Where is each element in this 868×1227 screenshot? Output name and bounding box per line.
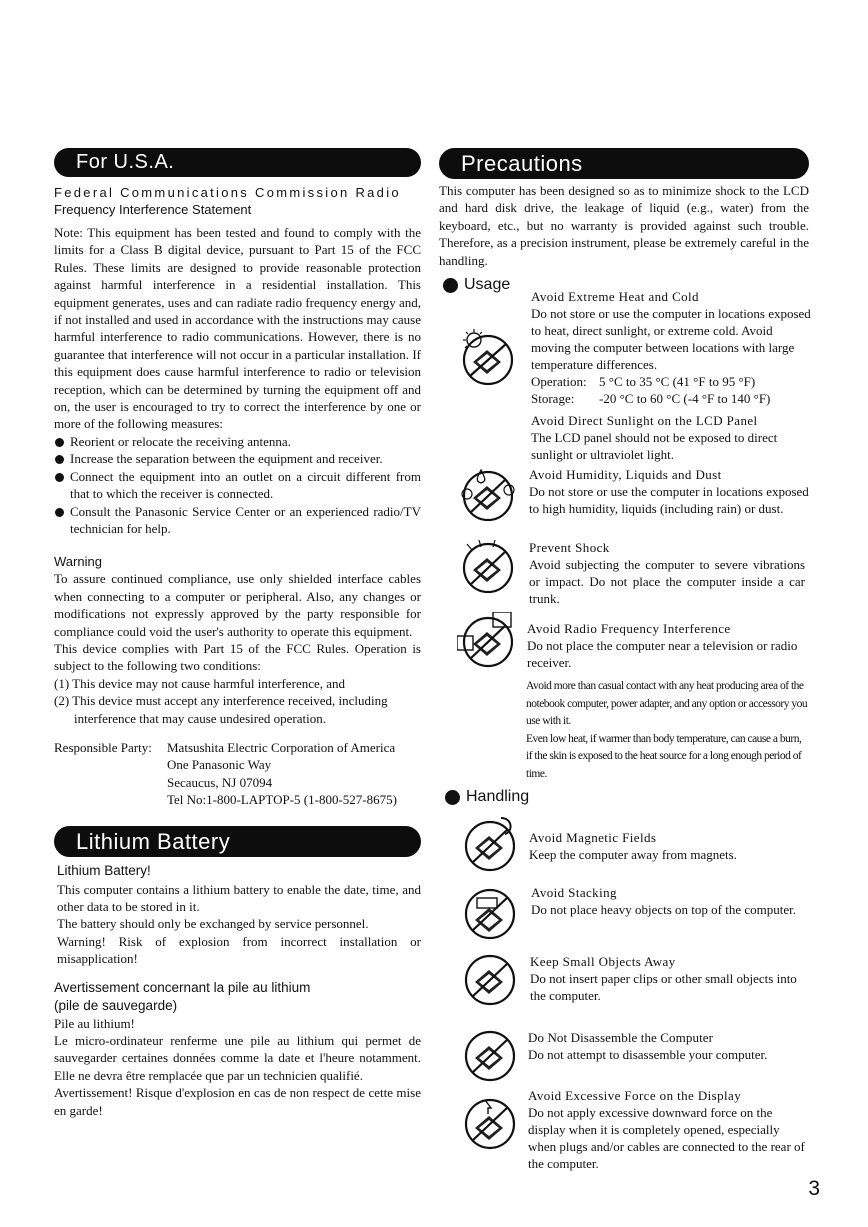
measure-item: Increase the separation between the equipment and receiver. xyxy=(54,450,421,467)
precautions-section-title: Precautions xyxy=(439,148,809,179)
humidity-icon xyxy=(459,466,517,524)
left-column xyxy=(54,148,421,1119)
warning-text: To assure continued compliance, use only shielded interface cables when connecting to a computer or peripheral. Also, any changes or modifications not expressly approved by the party responsible for compliance could void the user's authority to operate this equipment. xyxy=(54,571,421,639)
small-objects-item xyxy=(530,953,810,1004)
storage-range: Storage: -20 °C to 60 °C (-4 °F to 140 °F) xyxy=(531,391,771,406)
force-heading: Avoid Excessive Force on the Display xyxy=(528,1088,742,1103)
sunlight-text: The LCD panel should not be exposed to direct sunlight or ultraviolet light. xyxy=(531,430,778,462)
heat-heading: Avoid Extreme Heat and Cold xyxy=(531,289,699,304)
stacking-heading: Avoid Stacking xyxy=(531,885,617,900)
magnetic-heading: Avoid Magnetic Fields xyxy=(529,830,657,845)
display-force-icon xyxy=(461,1094,519,1152)
radio-heading: Avoid Radio Frequency Interference xyxy=(527,621,731,636)
usage-label: Usage xyxy=(464,276,511,293)
condition-item: (1) This device may not cause harmful interference, and xyxy=(54,675,346,691)
right-column xyxy=(439,148,809,1198)
fcc-heading-line-2: Frequency Interference Statement xyxy=(54,202,252,217)
handling-label: Handling xyxy=(466,788,530,805)
fcc-heading-line-1: Federal Communications Commission Radio xyxy=(54,185,401,200)
disassemble-icon xyxy=(461,1026,519,1084)
bullet-icon xyxy=(445,790,460,805)
heat-cold-icon xyxy=(457,328,515,386)
lithium-text-3: Warning! Risk of explosion from incorrect installation or misapplication! xyxy=(57,933,421,967)
magnetic-item xyxy=(529,829,809,863)
humidity-heading: Avoid Humidity, Liquids and Dust xyxy=(529,467,722,482)
shock-text: Avoid subjecting the computer to severe vibrations or impact. Do not place the computer inside a car trunk. xyxy=(529,557,805,606)
sunlight-item xyxy=(531,412,811,463)
heat-contact-text-2: Even low heat, if warmer than body temperature, can cause a burn, if the skin is exposed to the heat source for a long enough period of time. xyxy=(526,732,802,780)
bullet-icon xyxy=(443,278,458,293)
small-objects-text: Do not insert paper clips or other small objects into the computer. xyxy=(530,971,797,1003)
shock-icon xyxy=(459,538,517,596)
operation-range: Operation: 5 °C to 35 °C (41 °F to 95 °F) xyxy=(531,374,756,389)
lithium-section-title: Lithium Battery xyxy=(54,826,421,857)
usage-heading xyxy=(443,276,510,294)
handling-heading xyxy=(445,788,529,806)
radio-interference-icon xyxy=(457,612,515,670)
sunlight-heading: Avoid Direct Sunlight on the LCD Panel xyxy=(531,413,758,428)
responsible-party xyxy=(54,739,421,809)
measure-item: Connect the equipment into an outlet on a circuit different from that to which the receiver is connected. xyxy=(54,468,421,503)
stacking-text: Do not place heavy objects on top of the computer. xyxy=(531,902,796,917)
stacking-icon xyxy=(461,884,519,942)
measure-item: Consult the Panasonic Service Center or an experienced radio/TV technician for help. xyxy=(54,503,421,538)
condition-item: (2) This device must accept any interference received, including interference that may cause undesired operation. xyxy=(54,693,388,726)
disassemble-item xyxy=(528,1029,810,1063)
heat-cold-item xyxy=(531,288,811,407)
lithium-text-1: This computer contains a lithium battery to enable the date, time, and other data to be stored in it. xyxy=(57,881,421,914)
small-objects-heading: Keep Small Objects Away xyxy=(530,954,676,969)
shock-item xyxy=(529,539,805,607)
precautions-intro: This computer has been designed so as to minimize shock to the LCD and hard disk drive, the leakage of liquid (e.g., water) from the keyboard, etc., but no warranty is provided against such trouble. Therefore, as a precision instrument, please be extremely careful in the handling. xyxy=(439,183,809,268)
french-text-1: Le micro-ordinateur renferme une pile au lithium qui permet de sauvegarder certaines données comme la date et l'heure notamment. Elle ne devra être remplacée que par un technicien qualifié. xyxy=(54,1033,421,1083)
party-line: One Panasonic Way xyxy=(167,757,272,773)
small-objects-icon xyxy=(461,950,519,1008)
conditions-list xyxy=(54,675,421,727)
french-text-2: Avertissement! Risque d'explosion en cas de non respect de cette mise en garde! xyxy=(54,1085,421,1118)
disassemble-heading: Do Not Disassemble the Computer xyxy=(528,1030,714,1045)
force-text: Do not apply excessive downward force on the display when it is completely opened, especially when plugs and/or cables are connected to the rear of the computer. xyxy=(528,1105,805,1171)
french-heading-line-1: Avertissement concernant la pile au lithium xyxy=(54,979,311,995)
radio-text: Do not place the computer near a television or radio receiver. xyxy=(527,638,798,670)
shock-heading: Prevent Shock xyxy=(529,540,610,555)
fcc-note: Note: This equipment has been tested and found to comply with the limits for a Class B digital device, pursuant to Part 15 of the FCC Rules. These limits are designed to provide reasonable protection against harmful interference in a residential installation. This equipment generates, uses and can radiate radio frequency energy and, if not installed and used in accordance with the instructions may cause harmful interference to radio communications. However, there is no guarantee that interference will not occur in a particular installation. If this equipment does cause harmful interference to radio or television reception, which can be determined by turning the equipment off and on, the user is encouraged to try to correct the interference by one or more of the following measures: xyxy=(54,225,421,432)
radio-item xyxy=(527,620,809,671)
lithium-subheading: Lithium Battery! xyxy=(57,862,151,878)
disassemble-text: Do not attempt to disassemble your computer. xyxy=(528,1047,768,1062)
party-line: Matsushita Electric Corporation of America xyxy=(167,739,396,755)
heat-contact-note xyxy=(526,678,809,783)
measure-item: Reorient or relocate the receiving antenna. xyxy=(54,433,421,450)
usa-section-title: For U.S.A. xyxy=(54,148,421,177)
party-line: Tel No:1-800-LAPTOP-5 (1-800-527-8675) xyxy=(167,792,397,808)
humidity-text: Do not store or use the computer in locations exposed to high humidity, liquids (including rain) or dust. xyxy=(529,484,809,516)
heat-text: Do not store or use the computer in locations exposed to heat, direct sunlight, or extreme cold. Avoid moving the computer between locations with large temperature differences. xyxy=(531,306,811,372)
part15-text: This device complies with Part 15 of the FCC Rules. Operation is subject to the following two conditions: xyxy=(54,640,421,674)
french-line-1: Pile au lithium! xyxy=(54,1015,135,1031)
party-label: Responsible Party: xyxy=(54,739,152,755)
page-number: 3 xyxy=(808,1177,820,1200)
measures-list xyxy=(54,433,421,537)
force-item xyxy=(528,1087,808,1172)
stacking-item xyxy=(531,884,809,918)
french-heading-line-2: (pile de sauvegarde) xyxy=(54,997,178,1013)
magnetic-text: Keep the computer away from magnets. xyxy=(529,847,737,862)
warning-heading: Warning xyxy=(54,554,102,570)
magnet-icon xyxy=(461,816,519,874)
heat-contact-text-1: Avoid more than casual contact with any heat producing area of the notebook computer, power adapter, and any option or accessory you use with it. xyxy=(526,680,808,727)
party-line: Secaucus, NJ 07094 xyxy=(167,774,273,790)
humidity-item xyxy=(529,466,809,517)
lithium-text-2: The battery should only be exchanged by service personnel. xyxy=(57,916,369,932)
